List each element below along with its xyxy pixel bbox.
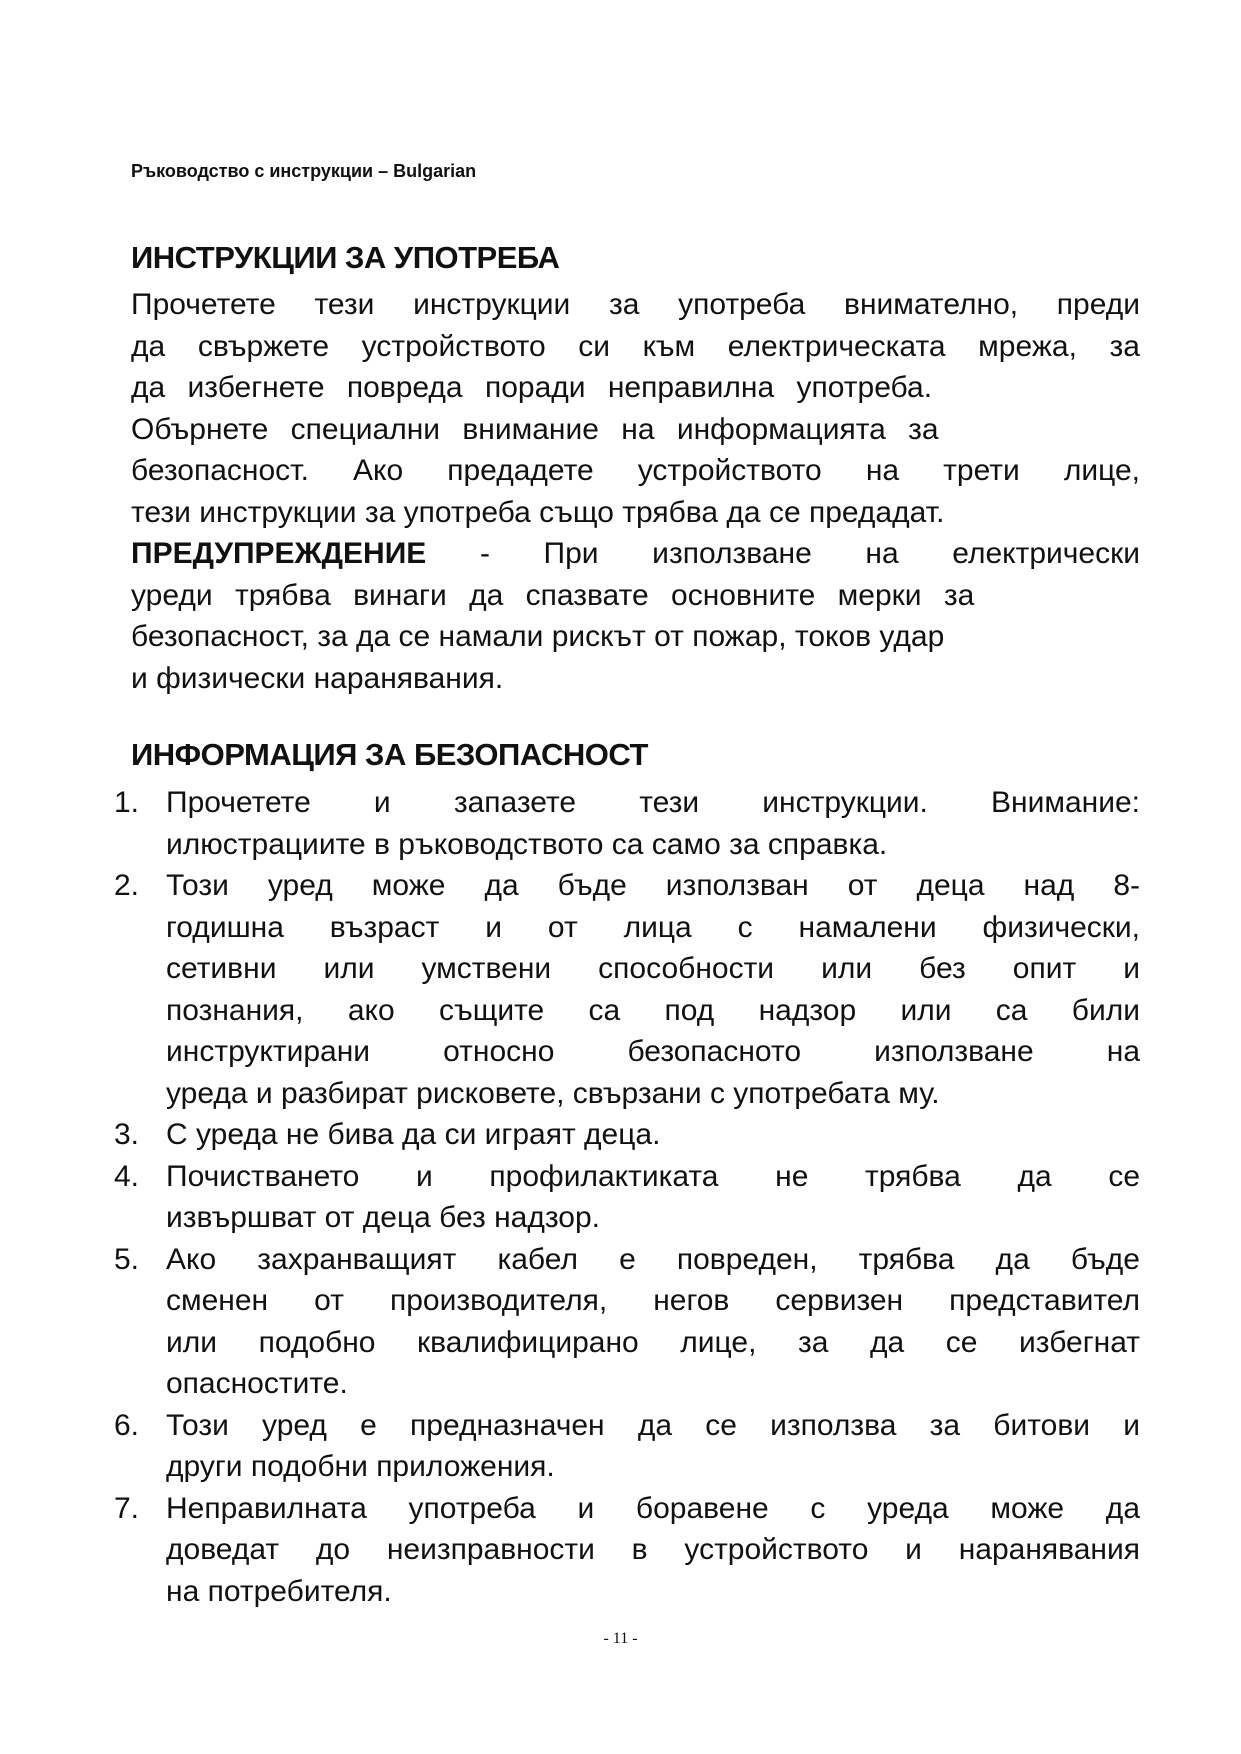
text-line: да избегнете повреда поради неправилна употреба. [131, 371, 933, 404]
text-line: да свържете устройството си към електрическата мрежа, за [131, 329, 1140, 363]
text-line: или подобно квалифицирано лице, за да се избегнат [166, 1325, 1140, 1359]
text-line: Почистването и профилактиката не трябва да се [166, 1159, 1140, 1193]
warning-text: - При използване на електрически [426, 537, 1140, 570]
text-line: уреди трябва винаги да спазвате основните мерки за [131, 578, 975, 612]
text-line: илюстрациите в ръководството са само за справка. [166, 827, 888, 861]
warning-label: ПРЕДУПРЕЖДЕНИЕ [131, 537, 427, 570]
intro-paragraph [131, 284, 1140, 533]
text-line: уреда и разбират рисковете, свързани с употребата му. [166, 1076, 940, 1110]
text-line: доведат до неизправности в устройството и наранявания [166, 1533, 1140, 1566]
list-item [114, 1488, 1140, 1613]
text-line: Обърнете специални внимание на информацията за [131, 412, 939, 446]
list-item-number: 1. [114, 786, 140, 819]
list-item [114, 1405, 1140, 1488]
text-line: Прочетете тези инструкции за употреба внимателно, преди [131, 288, 1140, 321]
list-item [114, 1239, 1140, 1405]
list-item [114, 1156, 1140, 1239]
warning-paragraph [131, 533, 1140, 699]
list-item-number: 2. [114, 869, 140, 902]
text-line: тези инструкции за употреба също трябва да се предадат. [131, 495, 945, 529]
document-header: Ръководство с инструкции – Bulgarian [131, 161, 477, 181]
safety-list [114, 782, 1140, 1612]
text-line: на потребителя. [166, 1574, 392, 1608]
text-line: годишна възраст и от лица с намалени физически, [166, 910, 1140, 944]
text-line: Неправилната употреба и боравене с уреда може да [166, 1491, 1140, 1525]
text-line: познания, ако същите са под надзор или са били [166, 993, 1140, 1027]
text-line: безопасност. Ако предадете устройството на трети лице, [131, 454, 1140, 487]
text-line: извършват от деца без надзор. [166, 1201, 600, 1234]
text-line: сетивни или умствени способности или без опит и [166, 952, 1140, 985]
page-number: - 11 - [603, 1630, 638, 1647]
text-line: и физически наранявания. [131, 661, 504, 695]
list-item-number: 6. [114, 1408, 140, 1442]
list-item-number: 4. [114, 1159, 140, 1193]
text-line: безопасност, за да се намали рискът от пожар, токов удар [131, 620, 945, 653]
text-line: инструктирани относно безопасното използване на [166, 1035, 1140, 1068]
section-title-safety: ИНФОРМАЦИЯ ЗА БЕЗОПАСНОСТ [131, 737, 648, 772]
list-item-number: 7. [114, 1491, 140, 1525]
text-line: С уреда не бива да си играят деца. [166, 1118, 661, 1151]
warning-first-line [131, 533, 1140, 575]
list-item [114, 865, 1140, 1114]
section-title-instructions: ИНСТРУКЦИИ ЗА УПОТРЕБА [131, 240, 560, 275]
text-line: сменен от производителя, негов сервизен представител [166, 1284, 1140, 1317]
text-line: други подобни приложения. [166, 1450, 555, 1483]
text-line: Ако захранващият кабел е повреден, трябва да бъде [166, 1242, 1140, 1276]
list-item [114, 1114, 1140, 1156]
list-item [114, 782, 1140, 865]
text-line: Прочетете и запазете тези инструкции. Внимание: [166, 786, 1140, 819]
text-line: Този уред може да бъде използван от деца над 8- [166, 869, 1140, 902]
text-line: Този уред е предназначен да се използва за битови и [166, 1408, 1140, 1442]
list-item-number: 5. [114, 1242, 140, 1276]
list-item-number: 3. [114, 1118, 140, 1151]
text-line: опасностите. [166, 1367, 348, 1400]
